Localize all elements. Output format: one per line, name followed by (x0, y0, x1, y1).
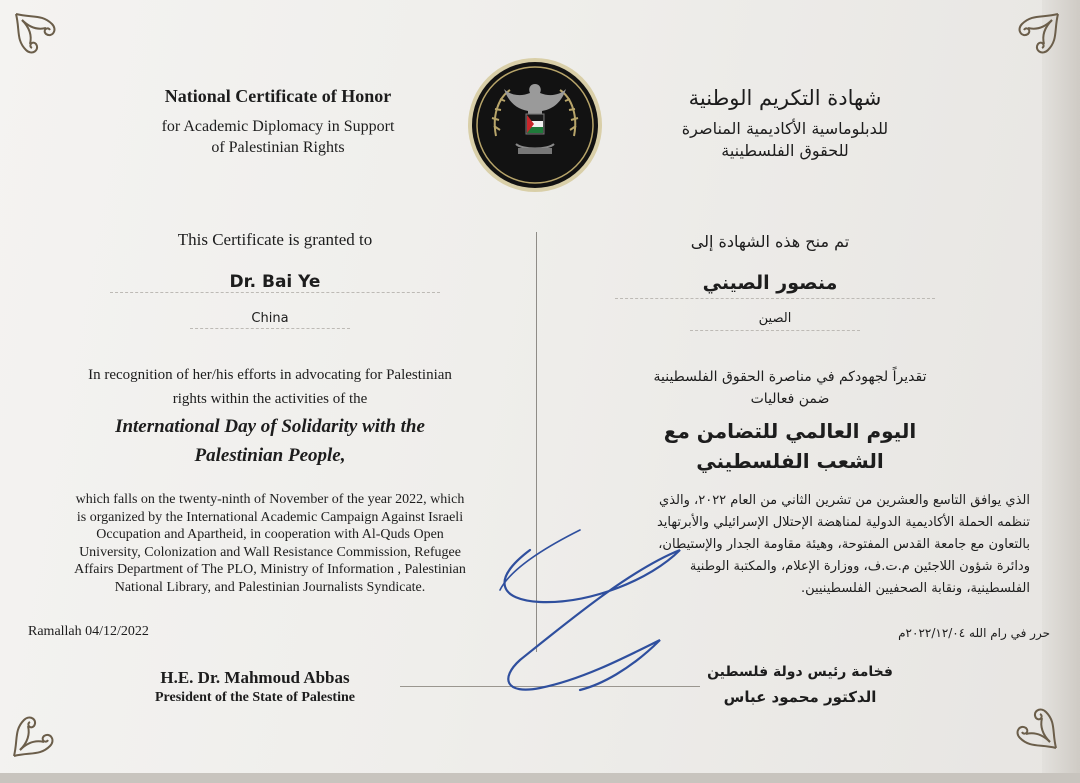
paper-edge (1042, 0, 1080, 783)
event-en (60, 412, 480, 470)
recipient-name-en: Dr. Bai Ye (229, 272, 321, 292)
signer-name-en: H.E. Dr. Mahmoud Abbas (160, 668, 350, 687)
body-en-line: which falls on the twenty-ninth of November of the year 2022, which (75, 492, 465, 507)
recognition-en (40, 363, 500, 411)
body-ar-line: الفلسطينية، ونقابة الصحفيين الفلسطينيين. (800, 581, 1030, 596)
body-ar-line: بالتعاون مع جامعة القدس المفتوحة، وهيئة مقاومة الجدار والإستيطان، (658, 537, 1030, 552)
date-en: Ramallah 04/12/2022 (28, 624, 149, 639)
ornamental-corner-icon (992, 10, 1062, 80)
event-en-line-2: Palestinian People, (194, 445, 346, 466)
body-ar-line: الذي يوافق التاسع والعشرين من تشرين الثاني من العام ٢٠٢٢، والذي (659, 493, 1030, 508)
event-ar (640, 416, 940, 476)
event-en-line-1: International Day of Solidarity with the (115, 416, 425, 437)
body-en-line: is organized by the International Academic Campaign Against Israeli (76, 509, 464, 525)
recipient-name-ar: منصور الصيني (702, 272, 838, 294)
body-ar-line: ودائرة شؤون اللاجئين م.ت.ف، ووزارة الإعلام، والمكتبة الوطنية (689, 559, 1030, 574)
subtitle-en (118, 116, 438, 158)
subtitle-en-line-1: for Academic Diplomacy in Support (161, 118, 395, 135)
title-ar: شهادة التكريم الوطنية (688, 86, 882, 110)
body-ar-line: تنظمه الحملة الأكاديمية الدولية لمناهضة الإحتلال الإسرائيلي والأبرتهايد (656, 515, 1030, 530)
event-ar-line-1: اليوم العالمي للتضامن مع (663, 419, 917, 443)
granted-ar: تم منح هذه الشهادة إلى (690, 232, 850, 251)
palestinian-eagle-seal-icon (466, 56, 604, 194)
granted-en: This Certificate is granted to (177, 230, 373, 249)
ornamental-corner-icon (10, 690, 80, 760)
recognition-ar-line-2: ضمن فعاليات (750, 391, 830, 407)
recognition-en-line-2: rights within the activities of the (172, 391, 368, 407)
title-en: National Certificate of Honor (164, 86, 392, 106)
subtitle-en-line-2: of Palestinian Rights (211, 139, 345, 156)
body-en-line: Affairs Department of The PLO, Ministry of Information , Palestinian (74, 562, 466, 577)
recipient-line-en (110, 292, 440, 293)
recognition-en-line-1: In recognition of her/his efforts in advocating for Palestinian (88, 367, 452, 383)
paper-bottom-edge (0, 773, 1080, 783)
signer-name-ar: الدكتور محمود عباس (723, 688, 877, 706)
event-ar-line-2: الشعب الفلسطيني (696, 449, 884, 473)
subtitle-ar-line-2: للحقوق الفلسطينية (721, 141, 849, 160)
ornamental-corner-icon (990, 682, 1060, 752)
recognition-ar-line-1: تقديراً لجهودكم في مناصرة الحقوق الفلسطينية (653, 369, 927, 385)
recognition-ar (600, 366, 980, 410)
subtitle-ar-line-1: للدبلوماسية الأكاديمية المناصرة (681, 119, 889, 138)
country-ar: الصين (758, 311, 792, 326)
signer-title-ar: فخامة رئيس دولة فلسطين (707, 664, 893, 680)
handwritten-signature (430, 510, 690, 710)
country-line-en (190, 328, 350, 329)
recipient-line-ar (615, 298, 935, 299)
body-en-line: National Library, and Palestinian Journalists Syndicate. (114, 579, 426, 595)
date-ar: حرر في رام الله ٢٠٢٢/١٢/٠٤م (898, 626, 1050, 640)
ornamental-corner-icon (12, 10, 82, 80)
body-en-line: Occupation and Apartheid, in cooperation with Al-Quds Open (96, 527, 444, 542)
body-en-line: University, Colonization and Wall Resistance Commission, Refugee (79, 544, 461, 560)
subtitle-ar (640, 118, 930, 162)
country-line-ar (690, 330, 860, 331)
signer-title-en: President of the State of Palestine (155, 690, 355, 705)
country-en: China (251, 311, 289, 326)
